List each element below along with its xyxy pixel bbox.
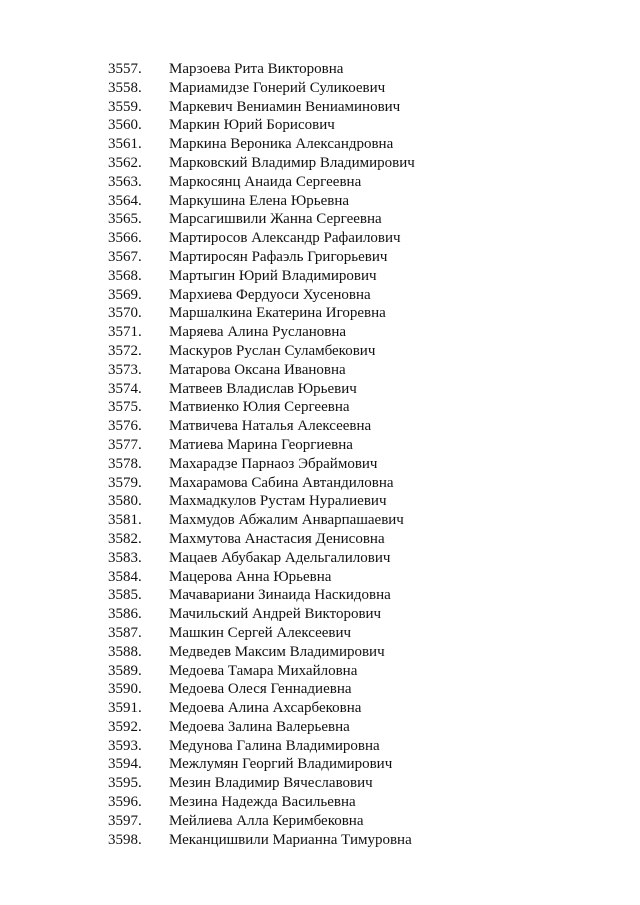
entry-number: 3585. — [108, 587, 142, 604]
entry-number: 3594. — [108, 756, 142, 773]
list-item — [108, 267, 608, 286]
entry-name: Марзоева Рита Викторовна — [169, 61, 344, 77]
list-item — [108, 605, 608, 624]
entry-number: 3561. — [108, 136, 142, 153]
list-item — [108, 755, 608, 774]
entry-number: 3596. — [108, 794, 142, 811]
entry-name: Меканцишвили Марианна Тимуровна — [169, 831, 412, 848]
entry-name: Мацаев Абубакар Адельгалилович — [169, 549, 391, 566]
list-item — [108, 662, 608, 681]
entry-name: Матарова Оксана Ивановна — [169, 361, 346, 378]
entry-number: 3590. — [108, 681, 142, 698]
entry-name: Матвиенко Юлия Сергеевна — [169, 399, 350, 416]
list-item — [108, 98, 608, 117]
entry-number: 3572. — [108, 342, 142, 359]
list-item — [108, 210, 608, 229]
list-item — [108, 323, 608, 342]
entry-number: 3589. — [108, 662, 142, 679]
entry-number: 3598. — [108, 831, 142, 848]
entry-name: Маркина Вероника Александровна — [169, 136, 394, 153]
list-item — [108, 680, 608, 699]
list-item — [108, 530, 608, 549]
entry-number: 3580. — [108, 493, 142, 510]
list-item — [108, 455, 608, 474]
entry-name: Мартиросов Александр Рафаилович — [169, 230, 401, 247]
list-item — [108, 192, 608, 211]
entry-number: 3569. — [108, 286, 142, 303]
entry-name: Машкин Сергей Алексеевич — [169, 624, 352, 641]
entry-name: Мезин Владимир Вячеславович — [169, 775, 373, 792]
entry-name: Маркевич Вениамин Вениаминович — [169, 98, 401, 115]
entry-number: 3595. — [108, 775, 142, 792]
entry-number: 3582. — [108, 530, 142, 547]
list-item — [108, 643, 608, 662]
entry-number: 3576. — [108, 418, 142, 435]
list-item — [108, 793, 608, 812]
list-item — [108, 699, 608, 718]
entry-name: Маряева Алина Руслановна — [169, 324, 347, 341]
entry-number: 3583. — [108, 549, 142, 566]
entry-number: 3586. — [108, 606, 142, 623]
entry-name: Мацерова Анна Юрьевна — [169, 568, 332, 585]
entry-number: 3563. — [108, 173, 142, 190]
entry-name: Маскуров Руслан Суламбекович — [169, 342, 376, 359]
entry-name: Марковский Владимир Владимирович — [169, 154, 415, 171]
list-item — [108, 154, 608, 173]
list-item — [108, 812, 608, 831]
entry-number: 3570. — [108, 305, 142, 322]
list-item — [108, 492, 608, 511]
entry-name: Матвичева Наталья Алексеевна — [169, 418, 372, 435]
list-item — [108, 342, 608, 361]
entry-number: 3578. — [108, 455, 142, 472]
entry-number: 3567. — [108, 248, 142, 265]
list-item — [108, 286, 608, 305]
entry-number: 3592. — [108, 718, 142, 735]
list-item — [108, 624, 608, 643]
list-item — [108, 436, 608, 455]
entry-name: Мачильский Андрей Викторович — [169, 606, 382, 623]
entry-number: 3584. — [108, 568, 142, 585]
entry-name: Медоева Алина Ахсарбековна — [169, 700, 362, 717]
list-item — [108, 361, 608, 380]
list-item — [108, 417, 608, 436]
list-item — [108, 380, 608, 399]
list-item — [108, 135, 608, 154]
entry-name: Марсагишвили Жанна Сергеевна — [169, 211, 382, 228]
list-item — [108, 304, 608, 323]
entry-name: Мариамидзе Гонерий Суликоевич — [169, 79, 386, 96]
entry-name: Медведев Максим Владимирович — [169, 643, 385, 660]
entry-number: 3587. — [108, 624, 142, 641]
entry-name: Махмадкулов Рустам Нуралиевич — [169, 493, 387, 510]
list-item — [108, 737, 608, 756]
entry-name: Махарадзе Парнаоз Эбраймович — [169, 455, 378, 472]
entry-number: 3597. — [108, 812, 142, 829]
entry-number: 3573. — [108, 361, 142, 378]
list-item — [108, 568, 608, 587]
entry-name: Махарамова Сабина Автандиловна — [169, 474, 394, 491]
list-item — [108, 173, 608, 192]
entry-number: 3579. — [108, 474, 142, 491]
entry-name: Межлумян Георгий Владимирович — [169, 756, 393, 773]
entry-name: Махмудов Абжалим Анварпашаевич — [169, 512, 404, 529]
entry-number: 3575. — [108, 399, 142, 416]
entry-number: 3565. — [108, 211, 142, 228]
entry-name: Мартиросян Рафаэль Григорьевич — [169, 248, 388, 265]
list-item — [108, 586, 608, 605]
entry-name: Мезина Надежда Васильевна — [169, 794, 356, 811]
entry-name: Мейлиева Алла Керимбековна — [169, 812, 364, 829]
entry-name: Медоева Залина Валерьевна — [169, 718, 350, 735]
list-item — [108, 398, 608, 417]
entry-number: 3558. — [108, 79, 142, 96]
list-item — [108, 229, 608, 248]
entry-name: Матвеев Владислав Юрьевич — [169, 380, 357, 397]
entry-name: Матиева Марина Георгиевна — [169, 436, 353, 453]
list-item — [108, 511, 608, 530]
entry-number: 3577. — [108, 436, 142, 453]
entry-name: Мартыгин Юрий Владимирович — [169, 267, 377, 284]
entry-name: Маршалкина Екатерина Игоревна — [169, 305, 386, 322]
entry-number: 3591. — [108, 700, 142, 717]
entry-name: Махмутова Анастасия Денисовна — [169, 530, 385, 547]
entry-name: Мачавариани Зинаида Наскидовна — [169, 587, 391, 604]
list-item — [108, 549, 608, 568]
entry-number: 3593. — [108, 737, 142, 754]
entry-number: 3566. — [108, 230, 142, 247]
entry-number: 3564. — [108, 192, 142, 209]
list-item — [108, 116, 608, 135]
list-item — [108, 831, 608, 850]
list-item — [108, 79, 608, 98]
list-item — [108, 60, 608, 79]
list-item — [108, 248, 608, 267]
entry-number: 3559. — [108, 98, 142, 115]
entry-number: 3557. — [108, 61, 142, 77]
entry-number: 3581. — [108, 512, 142, 529]
name-list — [108, 60, 608, 849]
entry-name: Мархиева Фердуоси Хусеновна — [169, 286, 371, 303]
entry-name: Маркушина Елена Юрьевна — [169, 192, 350, 209]
entry-number: 3568. — [108, 267, 142, 284]
entry-number: 3571. — [108, 324, 142, 341]
entry-number: 3560. — [108, 117, 142, 134]
list-item — [108, 774, 608, 793]
entry-name: Медоева Тамара Михайловна — [169, 662, 358, 679]
entry-name: Медунова Галина Владимировна — [169, 737, 380, 754]
entry-number: 3588. — [108, 643, 142, 660]
entry-number: 3574. — [108, 380, 142, 397]
entry-name: Маркин Юрий Борисович — [169, 117, 335, 134]
entry-name: Маркосянц Анаида Сергеевна — [169, 173, 362, 190]
list-item — [108, 474, 608, 493]
entry-number: 3562. — [108, 154, 142, 171]
entry-name: Медоева Олеся Геннадиевна — [169, 681, 352, 698]
list-item — [108, 718, 608, 737]
